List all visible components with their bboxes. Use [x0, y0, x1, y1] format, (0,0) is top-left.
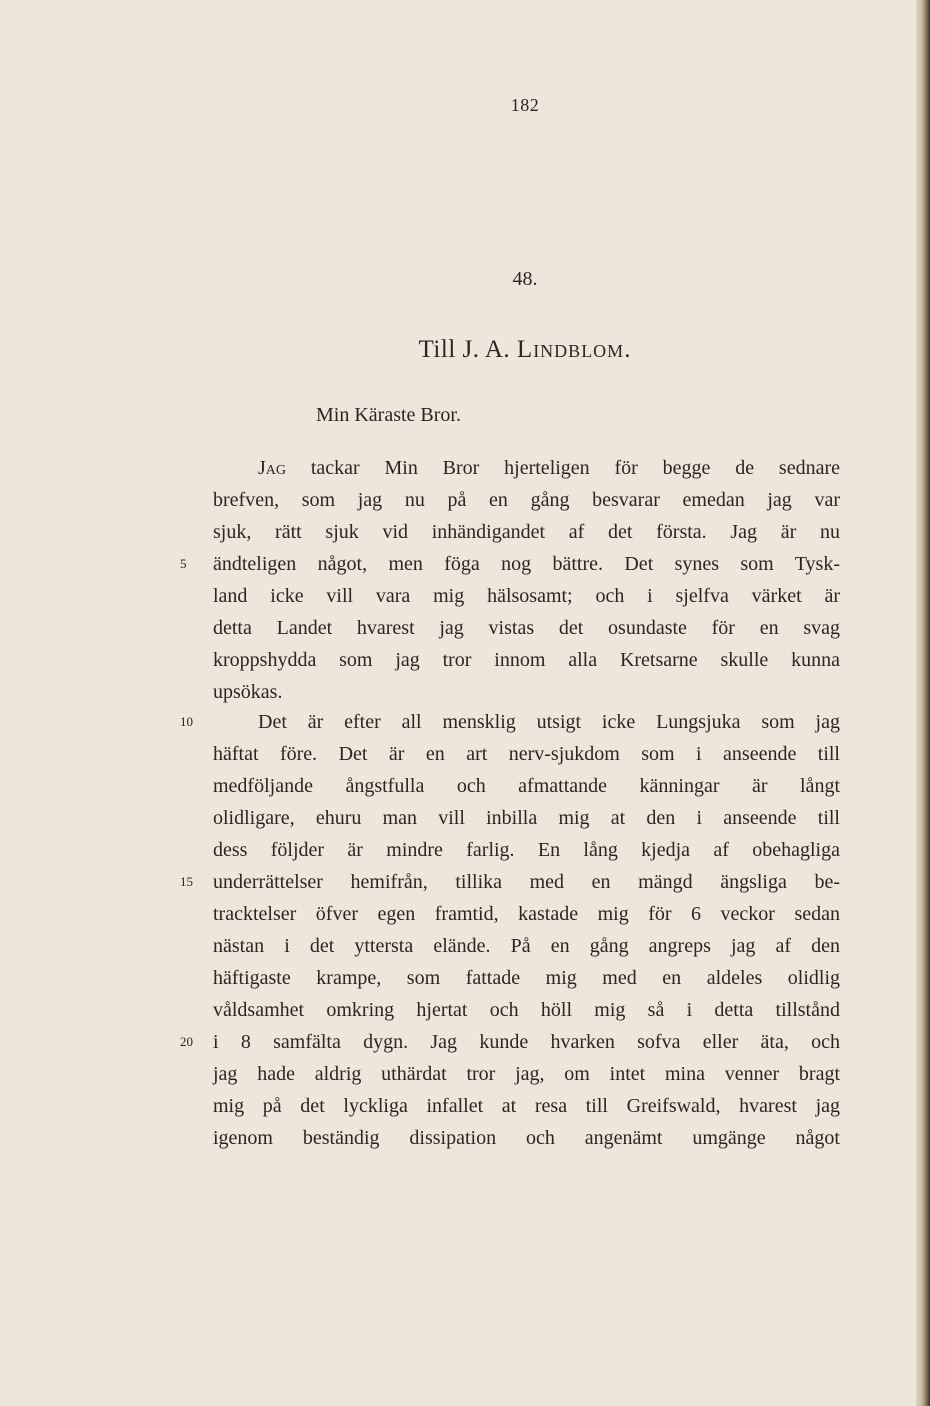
text-line: upsökas. — [213, 681, 283, 703]
text-line: sjuk, rätt sjuk vid inhändigandet af det första. Jag är nu — [213, 521, 840, 543]
heading-recipient-name: Lindblom. — [516, 336, 632, 363]
letter-number: 48. — [512, 268, 538, 290]
text-line: kroppshydda som jag tror innom alla Kretsarne skulle kunna — [213, 649, 840, 671]
text-line-content: tackar Min Bror hjerteligen för begge de sednare — [286, 457, 840, 479]
text-line: häftat före. Det är en art nerv-sjukdom som i anseende till — [213, 743, 840, 765]
text-line: brefven, som jag nu på en gång besvarar emedan jag var — [213, 489, 840, 511]
text-line: olidligare, ehuru man vill inbilla mig at den i anseende till — [213, 807, 840, 829]
text-line: detta Landet hvarest jag vistas det osundaste för en svag — [213, 617, 840, 639]
page-edge — [916, 0, 930, 1406]
text-line: medföljande ångstfulla och afmattande känningar är långt — [213, 775, 840, 797]
margin-line-number: 20 — [180, 1034, 193, 1049]
text-line: mig på det lyckliga infallet at resa till Greifswald, hvarest jag — [213, 1095, 840, 1117]
first-word: Jag — [258, 457, 287, 479]
text-line: häftigaste krampe, som fattade mig med en aldeles olidlig — [213, 967, 840, 989]
text-line: dess följder är mindre farlig. En lång kjedja af obehagliga — [213, 839, 840, 861]
text-line: i 8 samfälta dygn. Jag kunde hvarken sofva eller äta, och — [213, 1031, 840, 1053]
heading-prefix: Till J. A. — [418, 336, 517, 363]
text-line: tracktelser öfver egen framtid, kastade mig för 6 veckor sedan — [213, 903, 840, 925]
margin-line-number: 10 — [180, 714, 193, 729]
text-line: ändteligen något, men föga nog bättre. Det synes som Tysk- — [213, 553, 840, 575]
salutation: Min Käraste Bror. — [316, 404, 461, 426]
text-line: våldsamhet omkring hjertat och höll mig så i detta tillstånd — [213, 999, 840, 1021]
margin-line-number: 15 — [180, 874, 193, 889]
text-line: land icke vill vara mig hälsosamt; och i sjelfva värket är — [213, 585, 840, 607]
margin-line-number: 5 — [180, 556, 187, 571]
text-line — [258, 452, 840, 484]
letter-heading — [0, 336, 930, 364]
text-line: jag hade aldrig uthärdat tror jag, om intet mina venner bragt — [213, 1063, 840, 1085]
text-line: underrättelser hemifrån, tillika med en mängd ängsliga be- — [213, 871, 840, 893]
text-line: nästan i det yttersta elände. På en gång angreps jag af den — [213, 935, 840, 957]
text-line: Det är efter all mensklig utsigt icke Lungsjuka som jag — [258, 711, 840, 733]
text-line: igenom beständig dissipation och angenämt umgänge något — [213, 1127, 840, 1149]
page-number: 182 — [510, 95, 540, 115]
